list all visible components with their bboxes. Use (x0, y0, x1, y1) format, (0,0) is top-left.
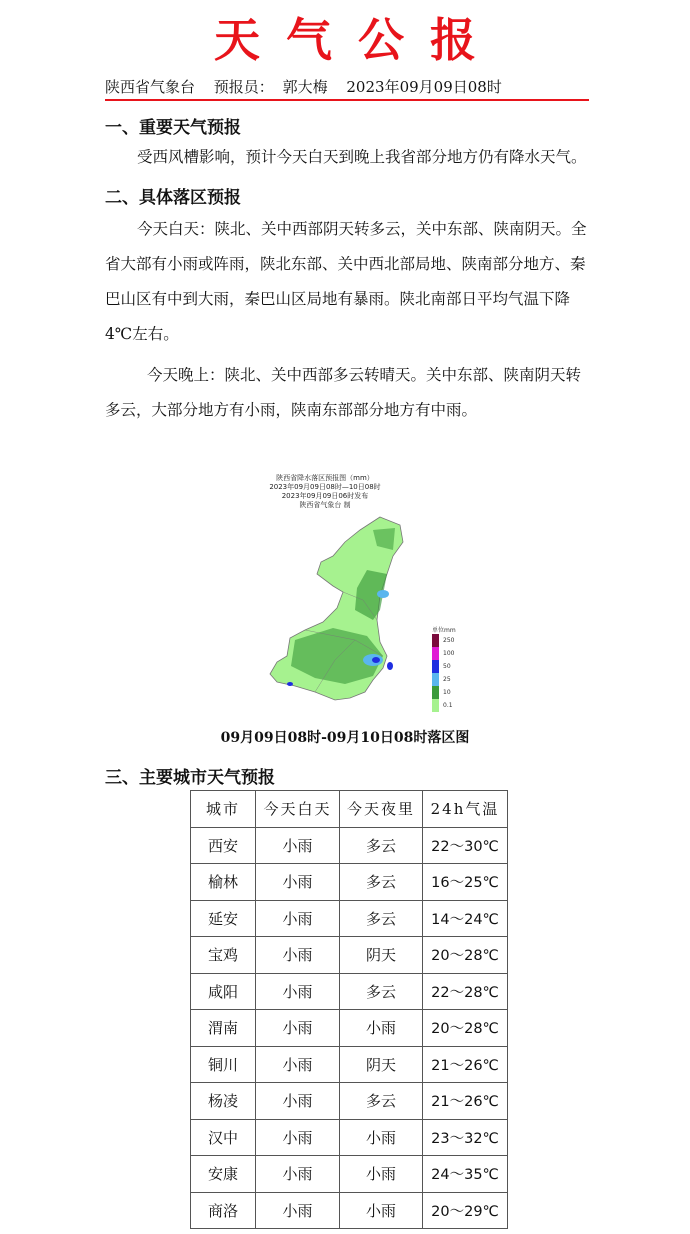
storm-rain-area (387, 662, 393, 670)
night-forecast-text (105, 358, 593, 428)
city-forecast-table (190, 790, 508, 1229)
legend-row (432, 686, 462, 699)
night-weather-cell: 多云 (340, 900, 423, 937)
city-name-cell: 安康 (191, 1156, 256, 1193)
daytime-weather-cell: 小雨 (256, 827, 340, 864)
map-legend (432, 625, 462, 712)
table-row (191, 937, 508, 974)
table-row (191, 1192, 508, 1229)
temperature-cell: 20～29℃ (423, 1192, 508, 1229)
temperature-cell: 20～28℃ (423, 1010, 508, 1047)
map-caption: 09月09日08时-09月10日08时落区图 (220, 730, 470, 746)
legend-label: 25 (443, 676, 451, 683)
important-forecast-text (105, 140, 593, 175)
city-name-cell: 汉中 (191, 1119, 256, 1156)
legend-swatch (432, 647, 439, 660)
daytime-forecast-body: 今天白天：陕北、关中西部阴天转多云，关中东部、陕南阴天。全省大部有小雨或阵雨，陕北东部、关中西北部局地、陕南部分地方、秦巴山区有中到大雨，秦巴山区局地有暴雨。陕北南部日平均气温下降4℃左右。 (105, 220, 587, 343)
city-rows (191, 827, 508, 1229)
column-header: 今天白天 (256, 791, 340, 828)
column-header: 城市 (191, 791, 256, 828)
bulletin-meta (105, 76, 589, 101)
city-name-cell: 宝鸡 (191, 937, 256, 974)
section-heading-important: 一、重要天气预报 (105, 118, 241, 138)
night-weather-cell: 小雨 (340, 1010, 423, 1047)
legend-row (432, 647, 462, 660)
temperature-cell: 14～24℃ (423, 900, 508, 937)
city-name-cell: 西安 (191, 827, 256, 864)
temperature-cell: 22～28℃ (423, 973, 508, 1010)
precipitation-map (255, 470, 465, 720)
night-weather-cell: 小雨 (340, 1192, 423, 1229)
legend-label: 10 (443, 689, 451, 696)
night-weather-cell: 多云 (340, 1083, 423, 1120)
table-row (191, 900, 508, 937)
city-name-cell: 延安 (191, 900, 256, 937)
legend-row (432, 660, 462, 673)
issue-datetime: 2023年09月09日08时 (346, 78, 502, 96)
legend-swatch (432, 673, 439, 686)
legend-label: 100 (443, 650, 455, 657)
city-name-cell: 商洛 (191, 1192, 256, 1229)
night-forecast-body: 今天晚上：陕北、关中西部多云转晴天。关中东部、陕南阴天转多云，大部分地方有小雨，陕南东部部分地方有中雨。 (105, 366, 582, 419)
night-weather-cell: 多云 (340, 827, 423, 864)
daytime-weather-cell: 小雨 (256, 1192, 340, 1229)
table-row (191, 1083, 508, 1120)
city-name-cell: 榆林 (191, 864, 256, 901)
temperature-cell: 22～30℃ (423, 827, 508, 864)
night-weather-cell: 阴天 (340, 937, 423, 974)
table-row (191, 1046, 508, 1083)
temperature-cell: 21～26℃ (423, 1046, 508, 1083)
map-title-line: 2023年09月09日08时—10日08时 (269, 483, 381, 491)
important-forecast-body: 受西风槽影响，预计今天白天到晚上我省部分地方仍有降水天气。 (137, 148, 587, 166)
daytime-weather-cell: 小雨 (256, 1046, 340, 1083)
daytime-weather-cell: 小雨 (256, 973, 340, 1010)
city-name-cell: 渭南 (191, 1010, 256, 1047)
legend-unit: 单位mm (432, 627, 456, 634)
night-weather-cell: 多云 (340, 973, 423, 1010)
heavy-rain-area (377, 590, 389, 598)
table-row (191, 1119, 508, 1156)
daytime-forecast-text (105, 212, 593, 352)
legend-swatch (432, 660, 439, 673)
storm-rain-area (372, 657, 380, 663)
column-header: 今天夜里 (340, 791, 423, 828)
map-title-line: 陕西省降水落区预报图（mm） (276, 474, 374, 482)
daytime-weather-cell: 小雨 (256, 1010, 340, 1047)
daytime-weather-cell: 小雨 (256, 1119, 340, 1156)
daytime-weather-cell: 小雨 (256, 900, 340, 937)
section-heading-area: 二、具体落区预报 (105, 188, 241, 208)
bulletin-title: 天气公报 (214, 13, 502, 67)
map-title-line: 陕西省气象台 制 (299, 501, 351, 509)
storm-rain-area (287, 682, 293, 686)
table-row (191, 1010, 508, 1047)
city-name-cell: 杨凌 (191, 1083, 256, 1120)
city-name-cell: 咸阳 (191, 973, 256, 1010)
night-weather-cell: 多云 (340, 864, 423, 901)
legend-label: 50 (443, 663, 451, 670)
temperature-cell: 23～32℃ (423, 1119, 508, 1156)
legend-row (432, 673, 462, 686)
legend-row (432, 634, 462, 647)
night-weather-cell: 阴天 (340, 1046, 423, 1083)
legend-label: 250 (443, 637, 455, 644)
table-header-row (191, 791, 508, 828)
column-header: 24h气温 (423, 791, 508, 828)
daytime-weather-cell: 小雨 (256, 1156, 340, 1193)
legend-swatch (432, 686, 439, 699)
night-weather-cell: 小雨 (340, 1119, 423, 1156)
night-weather-cell: 小雨 (340, 1156, 423, 1193)
temperature-cell: 20～28℃ (423, 937, 508, 974)
table-row (191, 827, 508, 864)
forecaster-name: 郭大梅 (282, 78, 328, 96)
daytime-weather-cell: 小雨 (256, 1083, 340, 1120)
temperature-cell: 16～25℃ (423, 864, 508, 901)
table-row (191, 1156, 508, 1193)
section-heading-cities: 三、主要城市天气预报 (105, 768, 275, 788)
temperature-cell: 21～26℃ (423, 1083, 508, 1120)
legend-swatch (432, 699, 439, 712)
table-row (191, 973, 508, 1010)
map-title-line: 2023年09月09日06时发布 (281, 492, 369, 500)
city-name-cell: 铜川 (191, 1046, 256, 1083)
legend-row (432, 699, 462, 712)
daytime-weather-cell: 小雨 (256, 864, 340, 901)
station-name: 陕西省气象台 (105, 78, 196, 96)
table-row (191, 864, 508, 901)
daytime-weather-cell: 小雨 (256, 937, 340, 974)
forecaster-label: 预报员： (213, 78, 274, 96)
temperature-cell: 24～35℃ (423, 1156, 508, 1193)
legend-label: 0.1 (443, 702, 453, 709)
legend-swatch (432, 634, 439, 647)
